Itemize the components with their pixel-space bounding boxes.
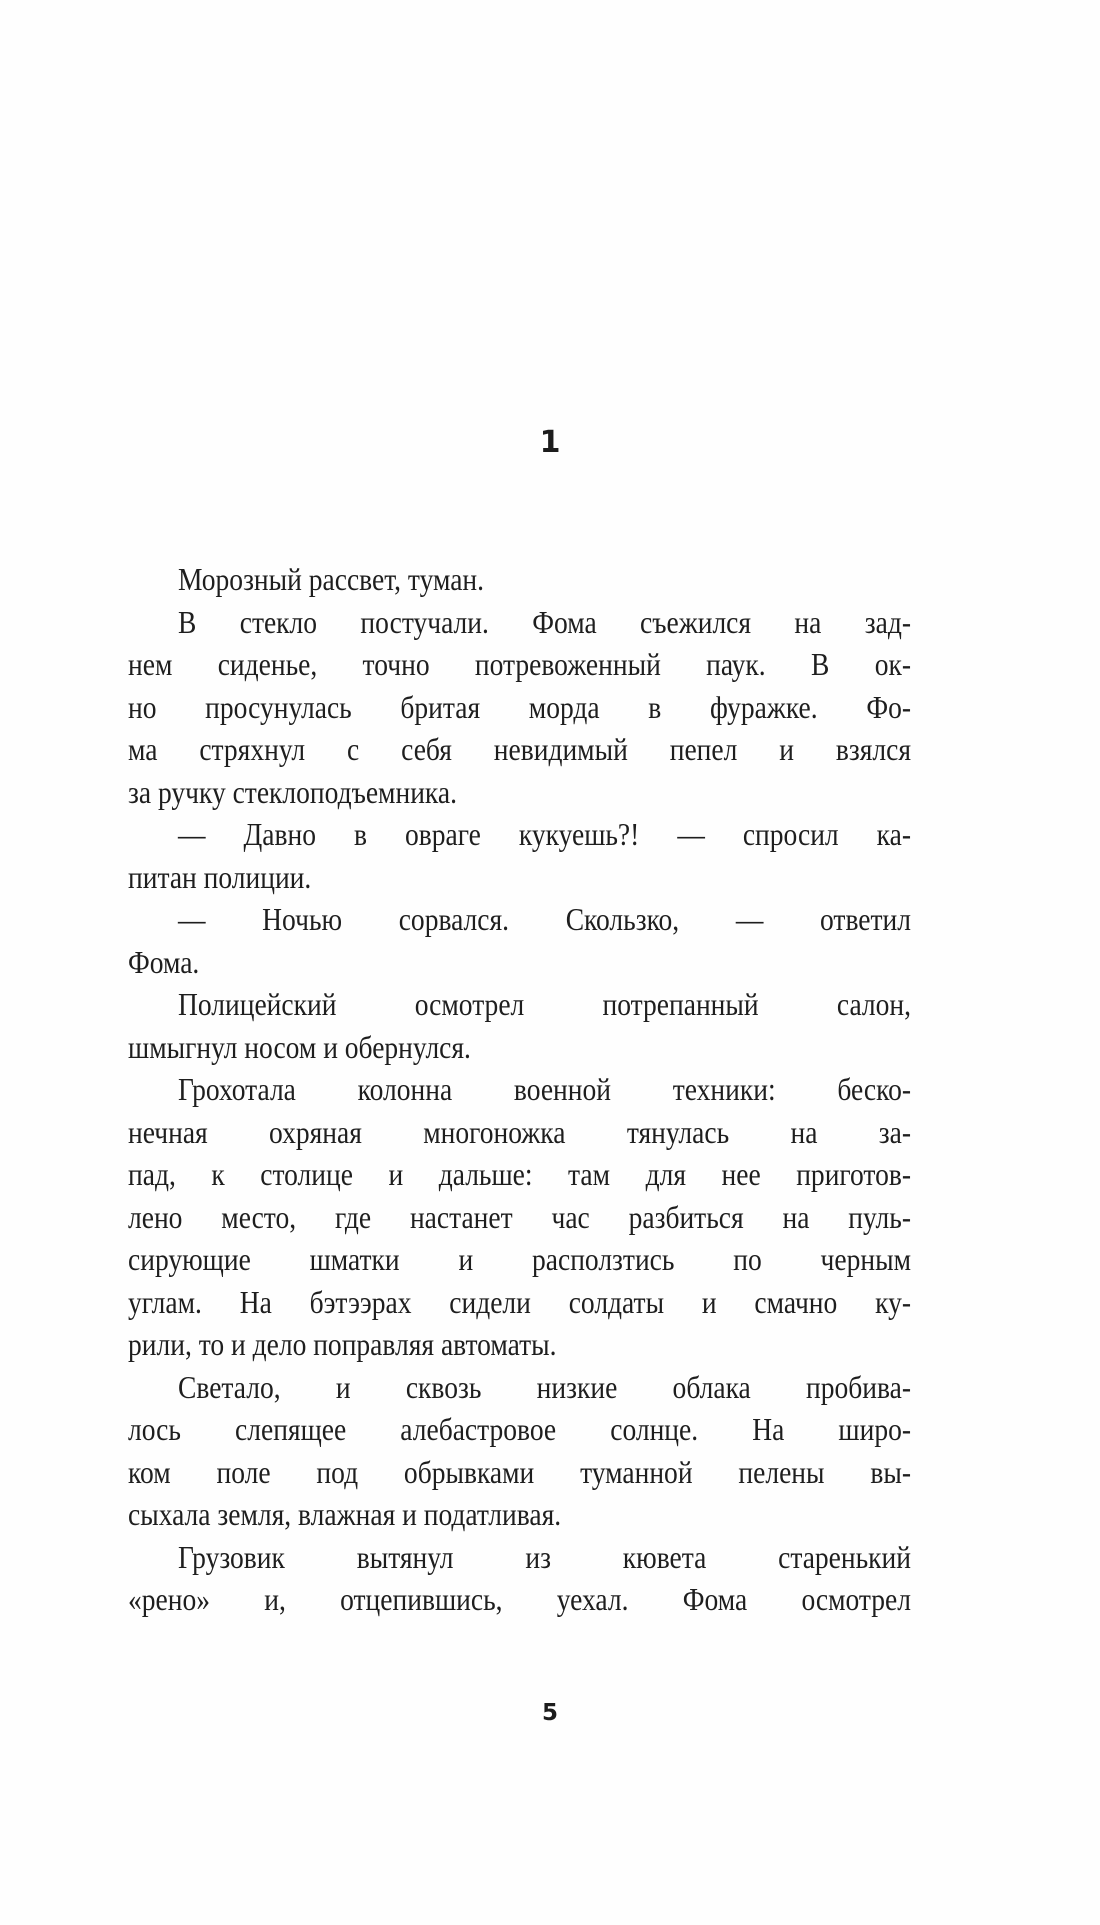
text-line [128,1323,911,1366]
text-line-content: — Ночью сорвался. Скользко, — ответил [178,901,911,937]
text-line-content: нем сиденье, точно потревоженный паук. В ок- [128,646,911,682]
text-line-content: за ручку стеклоподъемника. [128,773,457,810]
text-line-content: — Давно в овраге кукуешь?! — спросил ка- [178,816,911,852]
text-line [128,1281,911,1324]
text-line-content: лено место, где настанет час разбиться на пуль- [128,1198,911,1235]
text-line [128,1153,911,1196]
text-line [128,1068,911,1111]
text-line-content: рили, то и дело поправляя автоматы. [128,1326,557,1362]
text-line-content: ком поле под обрывками туманной пелены вы- [128,1453,911,1490]
text-line [128,771,911,814]
text-line [128,1366,911,1409]
text-line [128,728,911,771]
text-line-content: шмыгнул носом и обернулся. [128,1028,471,1065]
text-line [128,643,911,686]
text-line [128,813,911,856]
chapter-body-text [128,558,911,1621]
text-line [128,1196,911,1239]
text-line [128,1578,911,1621]
text-line-content: нечная охряная многоножка тянулась на за- [128,1113,911,1150]
text-line [128,1238,911,1281]
text-line [128,898,911,941]
text-line-content: лось слепящее алебастровое солнце. На широ- [128,1411,911,1447]
text-line-content: «рено» и, отцепившись, уехал. Фома осмотрел [128,1581,911,1617]
text-line [128,1026,911,1069]
text-line-content: ма стряхнул с себя невидимый пепел и взялся [128,731,911,767]
text-line-content: Грохотала колонна военной техники: беско- [178,1071,911,1107]
chapter-number: 1 [539,425,561,460]
text-line [128,558,911,601]
text-line-content: сирующие шматки и расползтись по черным [128,1241,911,1277]
text-line-content: но просунулась бритая морда в фуражке. Фо- [128,688,911,725]
text-line [128,1493,911,1536]
text-line [128,1536,911,1579]
text-line [128,941,911,984]
text-line-content: В стекло постучали. Фома съежился на зад- [178,603,911,640]
text-line-content: Грузовик вытянул из кювета старенький [178,1538,911,1575]
text-line-content: углам. На бэтээрах сидели солдаты и смачно ку- [128,1283,911,1320]
text-line [128,856,911,899]
text-line [128,1111,911,1154]
text-line-content: пад, к столице и дальше: там для нее приготов- [128,1156,911,1192]
text-line-content: Светало, и сквозь низкие облака пробива- [178,1368,911,1405]
text-line [128,601,911,644]
text-line-content: Морозный рассвет, туман. [178,561,485,597]
text-line [128,1408,911,1451]
text-line [128,686,911,729]
text-line [128,983,911,1026]
text-line-content: питан полиции. [128,858,312,895]
text-line-content: сыхала земля, влажная и податливая. [128,1496,562,1532]
text-line-content: Полицейский осмотрел потрепанный салон, [178,986,911,1022]
page-number: 5 [541,1700,558,1726]
text-line [128,1451,911,1494]
text-line-content: Фома. [128,943,200,980]
